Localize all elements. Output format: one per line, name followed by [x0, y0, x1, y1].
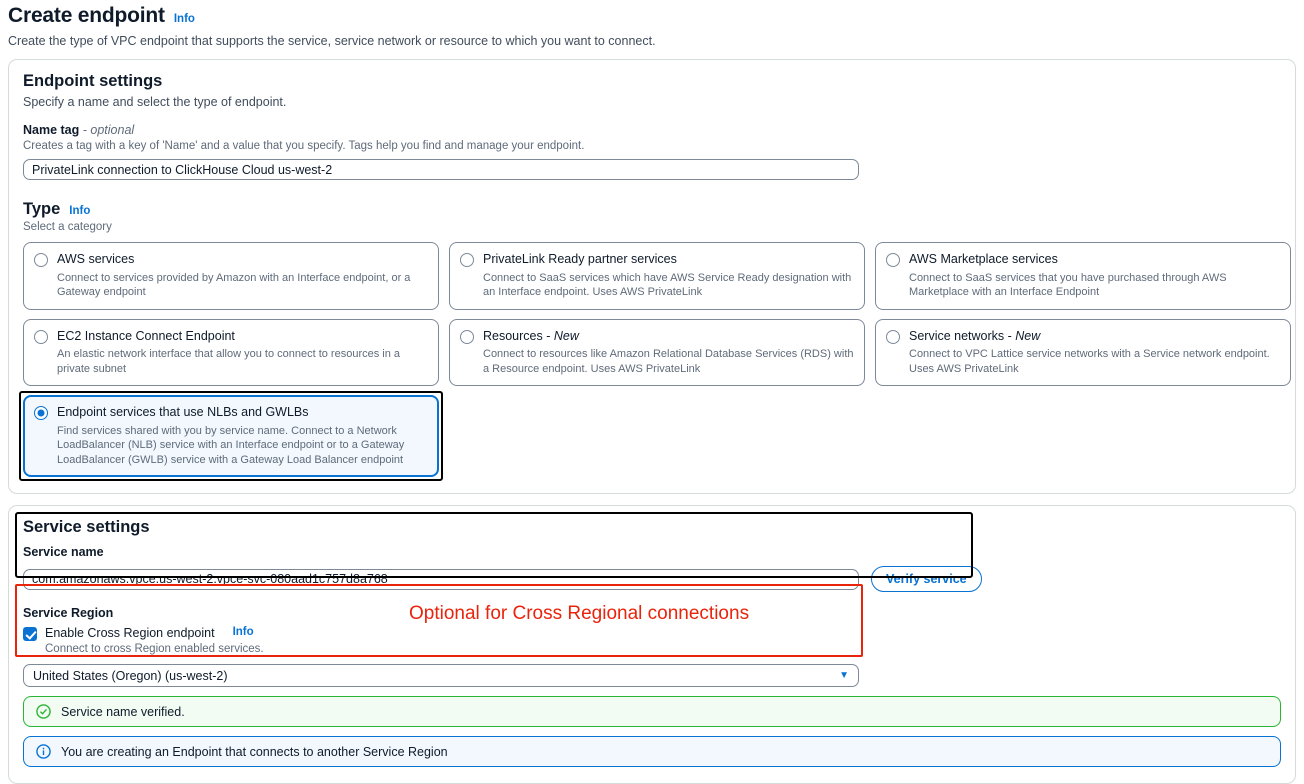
type-option-label: [909, 329, 1280, 345]
endpoint-settings-panel: [8, 59, 1296, 494]
name-tag-description: Creates a tag with a key of 'Name' and a value that you specify. Tags help you find and manage your endpoint.: [23, 140, 585, 152]
type-option-description: Connect to SaaS services that you have purchased through AWS Marketplace with an Interface Endpoint: [909, 271, 1227, 299]
type-option-label: EC2 Instance Connect Endpoint: [57, 328, 235, 343]
type-info-link[interactable]: Info: [69, 205, 91, 217]
type-option-label: [483, 329, 854, 345]
alert-service-verified: [23, 696, 1281, 727]
name-tag-input[interactable]: [23, 159, 859, 180]
type-options: [23, 242, 1281, 477]
page-description: Create the type of VPC endpoint that supports the service, service network or resource to which you want to connect.: [8, 34, 656, 48]
cross-region-info-link[interactable]: Info: [232, 626, 254, 639]
name-tag-optional: - optional: [82, 123, 135, 137]
type-option-aws-marketplace-services[interactable]: [875, 242, 1291, 310]
verify-service-button[interactable]: Verify service: [871, 566, 982, 592]
cross-region-checkbox-row[interactable]: [23, 626, 1281, 641]
type-subtitle: Select a category: [23, 221, 112, 233]
type-option-label: Endpoint services that use NLBs and GWLBs: [57, 405, 309, 420]
checkbox-icon[interactable]: [23, 627, 37, 641]
radio-icon[interactable]: [34, 406, 48, 420]
cross-region-checkbox-label: Enable Cross Region endpoint: [45, 626, 215, 641]
type-option-description: Find services shared with you by service name. Connect to a Network LoadBalancer (NLB) service with an Interface endpoint or to a Gateway LoadBalancer (GWLB) service with a Gateway Load Balancer endpoint: [57, 424, 405, 466]
alert-text: Service name verified.: [61, 704, 185, 719]
type-option-new-tag: New: [1015, 328, 1041, 343]
service-name-row: [23, 566, 1281, 592]
page-title: Create endpoint: [8, 4, 165, 27]
cross-region-checkbox-description: Connect to cross Region enabled services.: [45, 643, 264, 656]
type-option-description: An elastic network interface that allow you to connect to resources in a private subnet: [57, 348, 401, 375]
type-option-description: Connect to resources like Amazon Relational Database Services (RDS) with a Resource endpoint. Uses AWS PrivateLink: [483, 348, 854, 375]
chevron-down-icon: ▼: [839, 670, 849, 682]
type-option-privatelink-ready-partner-services[interactable]: [449, 242, 865, 310]
service-settings-title: Service settings: [23, 518, 150, 537]
type-option-ec2-instance-connect-endpoint[interactable]: [23, 319, 439, 387]
endpoint-settings-subtitle: Specify a name and select the type of endpoint.: [23, 95, 287, 109]
type-option-service-networks[interactable]: [875, 319, 1291, 387]
annotation-cross-region: Optional for Cross Regional connections: [409, 603, 750, 625]
type-option-label-text: Resources -: [483, 328, 554, 343]
type-option-description: Connect to VPC Lattice service networks with a Service network endpoint. Uses AWS PrivateLink: [909, 348, 1270, 375]
type-title: Type: [23, 200, 61, 218]
alert-cross-region-info: [23, 736, 1281, 767]
radio-icon[interactable]: [34, 253, 48, 267]
radio-icon[interactable]: [886, 330, 900, 344]
type-option-label: PrivateLink Ready partner services: [483, 252, 677, 266]
name-tag-label: [23, 123, 1281, 137]
service-region-label: Service Region: [23, 606, 114, 621]
radio-icon[interactable]: [460, 253, 474, 267]
service-region-selected-value: United States (Oregon) (us-west-2): [33, 668, 228, 683]
type-option-label-text: Service networks -: [909, 328, 1016, 343]
alert-text: You are creating an Endpoint that connects to another Service Region: [61, 744, 448, 759]
service-settings-panel: [8, 505, 1296, 784]
endpoint-settings-title: Endpoint settings: [23, 72, 163, 90]
type-option-label: AWS Marketplace services: [909, 252, 1058, 266]
page-info-link[interactable]: Info: [173, 13, 195, 25]
radio-icon[interactable]: [34, 330, 48, 344]
radio-icon[interactable]: [460, 330, 474, 344]
type-option-aws-services[interactable]: [23, 242, 439, 310]
type-option-label: AWS services: [57, 252, 135, 266]
page-header: [8, 0, 1296, 48]
type-option-resources[interactable]: [449, 319, 865, 387]
type-header: [23, 200, 1281, 219]
type-option-endpoint-services-nlb-gwlb[interactable]: [23, 395, 439, 477]
type-option-new-tag: New: [553, 328, 579, 343]
info-circle-icon: [36, 744, 51, 759]
service-region-select[interactable]: [23, 664, 859, 687]
radio-icon[interactable]: [886, 253, 900, 267]
name-tag-label-text: Name tag: [23, 123, 80, 137]
type-option-description: Connect to SaaS services which have AWS Service Ready designation with an Interface endpoint. Uses AWS PrivateLink: [483, 271, 852, 299]
service-name-label: Service name: [23, 545, 104, 560]
service-name-input[interactable]: [23, 569, 859, 590]
check-circle-icon: [36, 704, 51, 719]
type-option-description: Connect to services provided by Amazon with an Interface endpoint, or a Gateway endpoint: [57, 271, 411, 299]
